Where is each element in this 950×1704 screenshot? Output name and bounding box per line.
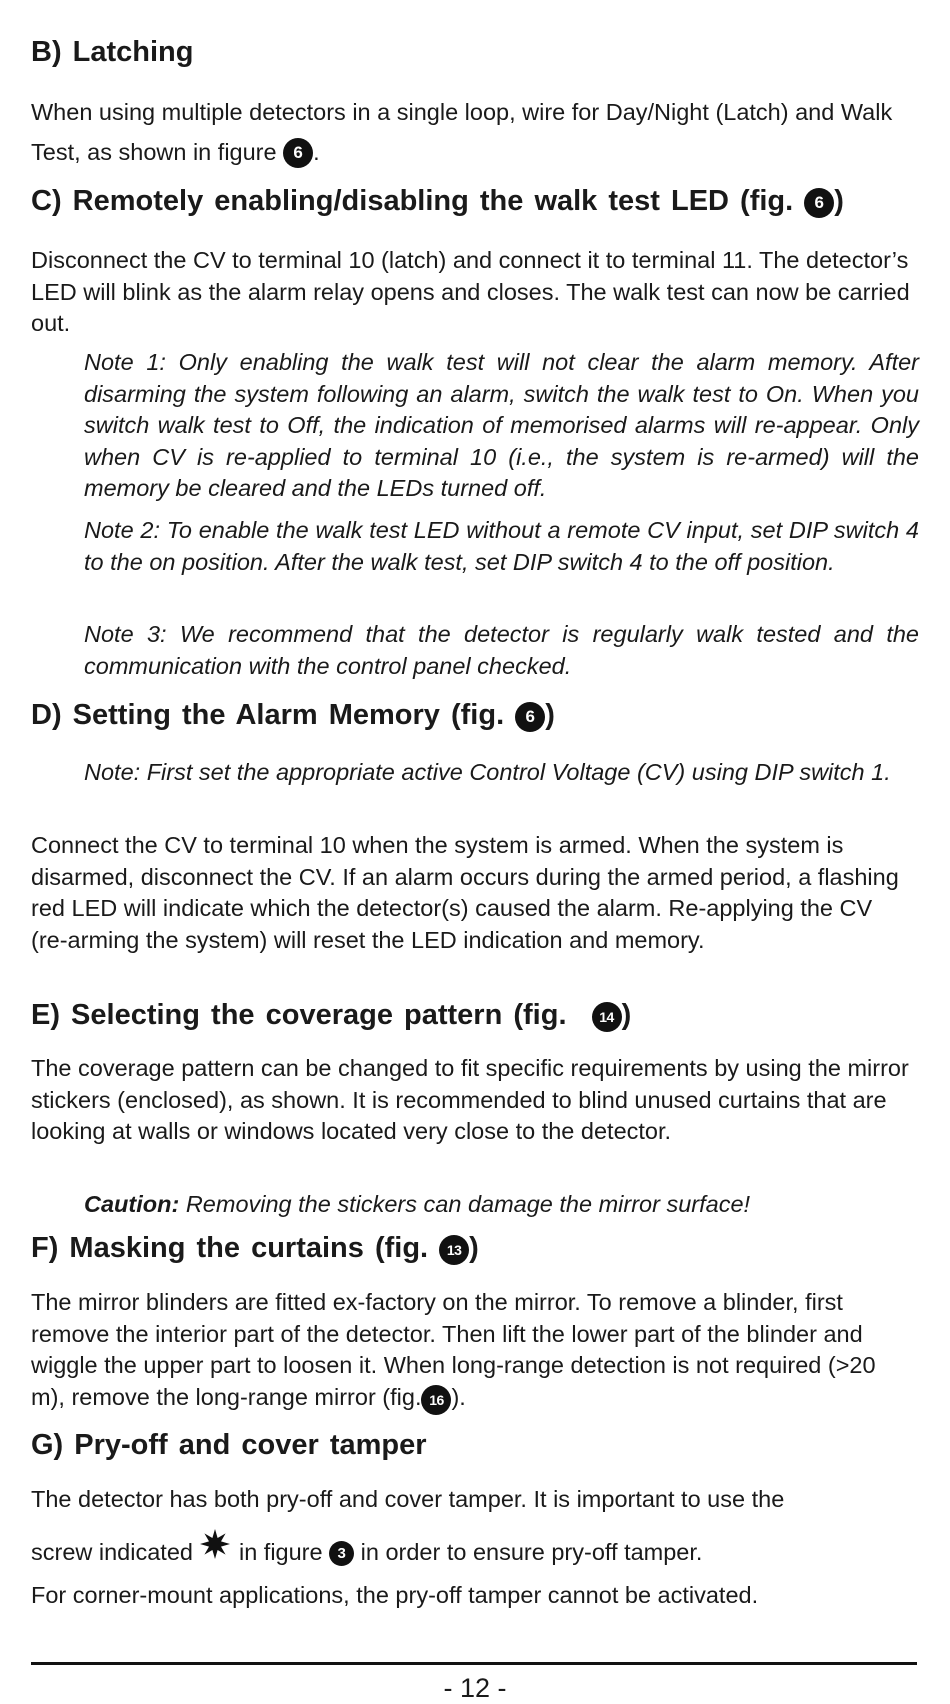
heading-latching: B) Latching (31, 36, 194, 68)
coverage-paragraph: The coverage pattern can be changed to fit specific requirements by using the mirror stickers (enclosed), as shown. It is recommended to blind unused curtains that are looking at walls or windows located very close to the detector. (31, 1055, 909, 1144)
heading-walk-test-led: C) Remotely enabling/disabling the walk test LED (fig. 6 ) (31, 185, 844, 217)
page-number: - 12 - (443, 1673, 507, 1703)
heading-pry-off-tamper: G) Pry-off and cover tamper (31, 1429, 427, 1461)
figure-6-badge: 6 (283, 138, 313, 168)
figure-6-badge: 6 (515, 702, 545, 732)
figure-14-badge: 14 (592, 1002, 622, 1032)
walk-test-paragraph: Disconnect the CV to terminal 10 (latch) and connect it to terminal 11. The detector’s LED will blink as the alarm relay opens and closes. The walk test can now be carried out. (31, 247, 910, 336)
alarm-memory-paragraph: Connect the CV to terminal 10 when the system is armed. When the system is disarmed, disconnect the CV. If an alarm occurs during the armed period, a flashing red LED will indicate which the detector(s) caused the alarm. Re-applying the CV (re-arming the system) will reset the LED indication and memory. (31, 832, 899, 953)
note-3: Note 3: We recommend that the detector is regularly walk tested and the communication with the control panel checked. (84, 621, 919, 679)
footer-rule (31, 1662, 917, 1665)
tamper-paragraph-line-1: The detector has both pry-off and cover tamper. It is important to use the (31, 1486, 785, 1512)
alarm-memory-note: Note: First set the appropriate active Control Voltage (CV) using DIP switch 1. (84, 759, 891, 785)
caution-note: Caution: Removing the stickers can damage the mirror surface! (84, 1191, 751, 1217)
figure-13-badge: 13 (439, 1235, 469, 1265)
heading-masking-curtains: F) Masking the curtains (fig. 13 ) (31, 1232, 479, 1264)
note-2: Note 2: To enable the walk test LED without a remote CV input, set DIP switch 4 to the on position. After the walk test, set DIP switch 4 to the off position. (84, 517, 919, 575)
heading-coverage-pattern: E) Selecting the coverage pattern (fig. 14 ) (31, 999, 632, 1031)
figure-3-badge: 3 (329, 1541, 354, 1566)
heading-alarm-memory: D) Setting the Alarm Memory (fig. 6 ) (31, 699, 555, 731)
figure-16-badge: 16 (421, 1385, 451, 1415)
tamper-paragraph-line-2: screw indicated in figure 3 in order to ensure pry-off tamper. (31, 1528, 919, 1569)
star-marker-icon (199, 1528, 231, 1560)
latching-paragraph: When using multiple detectors in a single loop, wire for Day/Night (Latch) and Walk Test, as shown in figure 6 . (31, 92, 901, 172)
corner-mount-paragraph: For corner-mount applications, the pry-off tamper cannot be activated. (31, 1582, 759, 1608)
note-1: Note 1: Only enabling the walk test will not clear the alarm memory. After disarming the system following an alarm, switch the walk test to On. When you switch walk test to Off, the indication of memorised alarms will re-appear. Only when CV is re-applied to terminal 10 (i.e., the system is re-armed) will the memory be cleared and the LEDs turned off. (84, 349, 919, 501)
caution-label: Caution: (84, 1191, 180, 1217)
figure-6-badge: 6 (804, 188, 834, 218)
masking-paragraph: The mirror blinders are fitted ex-factory on the mirror. To remove a blinder, first remove the interior part of the detector. Then lift the lower part of the blinder and wiggle the upper part to loosen it. When long-range detection is not required (>20 m), remove the long-range mirror (fig. 16 ). (31, 1287, 911, 1415)
